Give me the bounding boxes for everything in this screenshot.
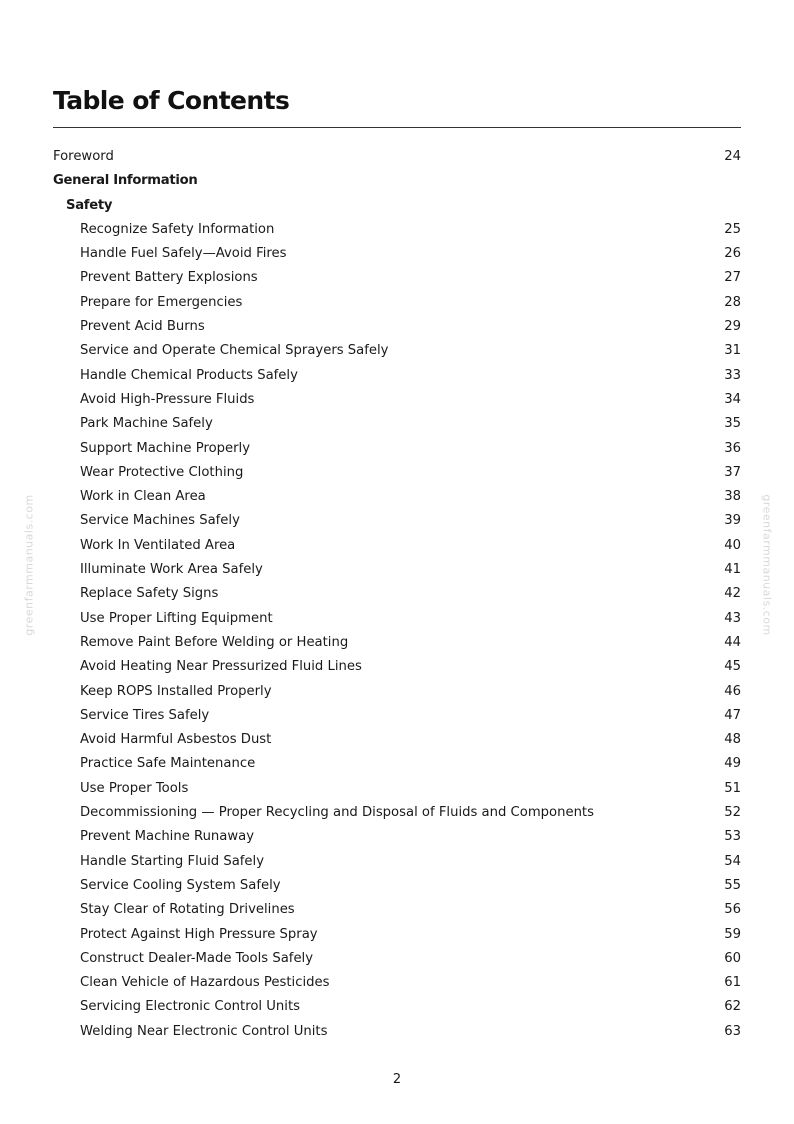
toc-entry[interactable]: [53, 582, 741, 606]
toc-entry-label: Recognize Safety Information: [80, 221, 275, 237]
toc-entry[interactable]: [53, 509, 741, 533]
toc-entry[interactable]: [53, 558, 741, 582]
toc-entry[interactable]: [53, 898, 741, 922]
toc-entry-page: 63: [724, 1023, 741, 1039]
toc-entry-label: Prevent Machine Runaway: [80, 829, 255, 845]
toc-entry-label: Wear Protective Clothing: [80, 464, 244, 480]
toc-entry-label: Prevent Acid Burns: [80, 319, 205, 335]
toc-entry-label: Service Cooling System Safely: [80, 877, 281, 893]
toc-entry[interactable]: [53, 947, 741, 971]
toc-entry[interactable]: [53, 1020, 741, 1044]
toc-entry[interactable]: [53, 825, 741, 849]
toc-entry-page: 37: [724, 464, 741, 480]
toc-entry-label: Prevent Battery Explosions: [80, 270, 258, 286]
toc-entry-page: 40: [724, 537, 741, 553]
toc-entry[interactable]: [53, 218, 741, 242]
toc-entry-label: Avoid Heating Near Pressurized Fluid Lines: [80, 659, 362, 675]
toc-entry[interactable]: [53, 801, 741, 825]
toc-entry-label: Construct Dealer-Made Tools Safely: [80, 950, 314, 966]
toc-entry-page: 61: [724, 975, 741, 991]
toc-entry-page: 35: [724, 416, 741, 432]
table-of-contents: [53, 145, 741, 1044]
toc-entry-label: Safety: [66, 197, 113, 213]
toc-entry-label: Prepare for Emergencies: [80, 294, 243, 310]
toc-entry-page: 33: [724, 367, 741, 383]
toc-entry[interactable]: [53, 607, 741, 631]
page-number: 2: [392, 1072, 402, 1087]
toc-entry-label: Stay Clear of Rotating Drivelines: [80, 902, 295, 918]
toc-entry-page: 52: [724, 805, 741, 821]
toc-entry-label: Practice Safe Maintenance: [80, 756, 256, 772]
toc-entry-label: Work In Ventilated Area: [80, 537, 236, 553]
toc-entry-label: Park Machine Safely: [80, 416, 213, 432]
title-divider: [53, 127, 741, 128]
toc-entry-page: 45: [724, 659, 741, 675]
toc-entry-label: Servicing Electronic Control Units: [80, 999, 300, 1015]
toc-entry-label: Protect Against High Pressure Spray: [80, 926, 318, 942]
toc-entry-label: Remove Paint Before Welding or Heating: [80, 634, 349, 650]
toc-entry-label: Welding Near Electronic Control Units: [80, 1023, 328, 1039]
toc-entry-page: 36: [724, 440, 741, 456]
toc-entry[interactable]: [53, 266, 741, 290]
toc-entry-label: Service and Operate Chemical Sprayers Safely: [80, 343, 389, 359]
toc-entry-page: 27: [724, 270, 741, 286]
toc-section-heading: [53, 169, 741, 193]
toc-entry-page: 46: [724, 683, 741, 699]
toc-entry[interactable]: [53, 923, 741, 947]
toc-entry-page: 62: [724, 999, 741, 1015]
toc-entry-label: Avoid Harmful Asbestos Dust: [80, 732, 272, 748]
toc-entry-page: 54: [724, 853, 741, 869]
toc-entry-label: Foreword: [53, 149, 114, 164]
toc-entry[interactable]: [53, 388, 741, 412]
toc-entry-page: 31: [724, 343, 741, 359]
toc-entry-page: 51: [724, 780, 741, 796]
toc-entry-page: 43: [724, 610, 741, 626]
toc-entry-page: 53: [724, 829, 741, 845]
toc-entry-label: Avoid High-Pressure Fluids: [80, 391, 255, 407]
toc-entry-page: 24: [724, 149, 741, 164]
toc-entry-page: 55: [724, 877, 741, 893]
toc-entry-label: Replace Safety Signs: [80, 586, 219, 602]
toc-entry-page: 41: [724, 562, 741, 578]
toc-entry-page: 34: [724, 391, 741, 407]
toc-section-heading: [53, 194, 741, 218]
toc-entry-label: Support Machine Properly: [80, 440, 251, 456]
toc-entry[interactable]: [53, 364, 741, 388]
toc-entry-label: Handle Chemical Products Safely: [80, 367, 298, 383]
toc-entry-page: 39: [724, 513, 741, 529]
toc-entry-label: Illuminate Work Area Safely: [80, 562, 263, 578]
toc-entry-label: Service Tires Safely: [80, 707, 210, 723]
toc-entry[interactable]: [53, 339, 741, 363]
toc-entry-label: Work in Clean Area: [80, 489, 206, 505]
toc-entry[interactable]: [53, 315, 741, 339]
toc-entry-label: Use Proper Lifting Equipment: [80, 610, 273, 626]
toc-entry-label: Service Machines Safely: [80, 513, 240, 529]
toc-entry[interactable]: [53, 680, 741, 704]
toc-entry-page: 49: [724, 756, 741, 772]
toc-entry[interactable]: [53, 461, 741, 485]
toc-entry[interactable]: [53, 412, 741, 436]
toc-entry[interactable]: [53, 655, 741, 679]
toc-entry-label: Clean Vehicle of Hazardous Pesticides: [80, 975, 330, 991]
toc-entry[interactable]: [53, 704, 741, 728]
toc-entry-page: 56: [724, 902, 741, 918]
toc-entry[interactable]: [53, 534, 741, 558]
toc-entry-page: 59: [724, 926, 741, 942]
toc-entry-page: 25: [724, 221, 741, 237]
toc-entry-page: 48: [724, 732, 741, 748]
toc-entry[interactable]: [53, 995, 741, 1019]
toc-entry-page: 47: [724, 707, 741, 723]
toc-entry[interactable]: [53, 242, 741, 266]
toc-entry-page: 28: [724, 294, 741, 310]
toc-entry[interactable]: [53, 874, 741, 898]
toc-entry-label: Use Proper Tools: [80, 780, 189, 796]
toc-entry-page: 60: [724, 950, 741, 966]
toc-entry[interactable]: [53, 850, 741, 874]
toc-entry[interactable]: [53, 437, 741, 461]
toc-entry[interactable]: [53, 631, 741, 655]
toc-entry-page: 29: [724, 319, 741, 335]
toc-entry[interactable]: [53, 291, 741, 315]
toc-entry-page: 26: [724, 246, 741, 262]
toc-entry-label: Handle Starting Fluid Safely: [80, 853, 265, 869]
toc-entry-page: 44: [724, 634, 741, 650]
watermark-right: greenfarmmanuals.com: [760, 494, 774, 636]
toc-entry-label: Handle Fuel Safely—Avoid Fires: [80, 246, 287, 262]
toc-entry[interactable]: [53, 728, 741, 752]
toc-entry[interactable]: [53, 752, 741, 776]
page-title: Table of Contents: [53, 86, 290, 115]
watermark-left: greenfarmmanuals.com: [22, 494, 36, 636]
toc-entry-page: 38: [724, 489, 741, 505]
toc-entry[interactable]: [53, 777, 741, 801]
toc-entry-label: Decommissioning — Proper Recycling and Disposal of Fluids and Components: [80, 805, 594, 821]
toc-entry-label: General Information: [53, 173, 198, 189]
toc-entry[interactable]: [53, 485, 741, 509]
toc-entry-label: Keep ROPS Installed Properly: [80, 683, 272, 699]
toc-entry-page: 42: [724, 586, 741, 602]
toc-entry[interactable]: [53, 145, 741, 169]
toc-entry[interactable]: [53, 971, 741, 995]
